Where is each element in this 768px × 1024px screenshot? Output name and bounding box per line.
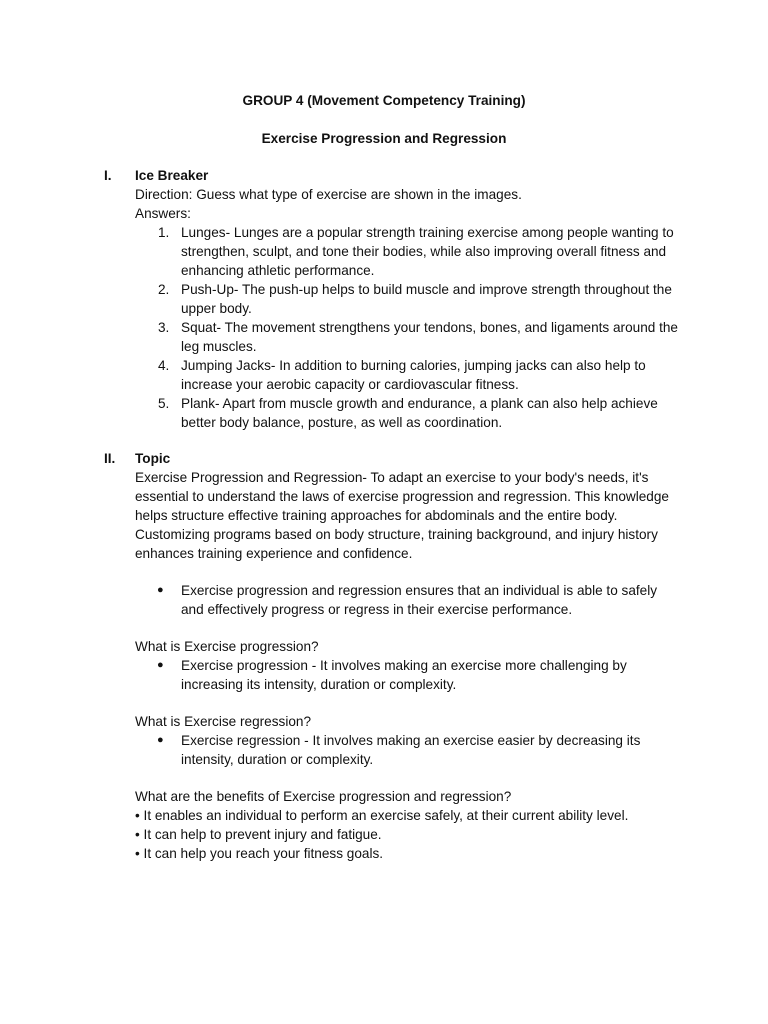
benefit-item: • It enables an individual to perform an exercise safely, at their current ability level. <box>135 808 629 823</box>
bullet-icon: ● <box>157 734 164 746</box>
bullet-item <box>135 731 684 769</box>
section-heading-text: Ice Breaker <box>135 168 209 183</box>
topic-intro: Exercise Progression and Regression- To adapt an exercise to your body's needs, it's essential to understand the laws of exercise progression and regression. This knowledge helps structure effective training approaches for abdominals and the entire body. Customizing programs based on body structure, training background, and injury history enhances training experience and confidence. <box>135 470 669 561</box>
list-text: Push-Up- The push-up helps to build muscle and improve strength throughout the upper body. <box>181 282 672 316</box>
list-number: 3. <box>158 320 170 335</box>
benefit-item: • It can help you reach your fitness goals. <box>135 846 384 861</box>
list-item <box>135 318 684 356</box>
direction-text: Direction: Guess what type of exercise are shown in the images. <box>135 187 522 202</box>
list-number: 2. <box>158 282 170 297</box>
list-text: Squat- The movement strengthens your tendons, bones, and ligaments around the leg muscles. <box>181 320 678 354</box>
list-item <box>135 280 684 318</box>
bullet-item <box>135 656 684 694</box>
section-body <box>135 185 684 432</box>
bullet-text: Exercise progression - It involves making an exercise more challenging by increasing its intensity, duration or complexity. <box>181 658 627 692</box>
list-item <box>135 356 684 394</box>
question-regression: What is Exercise regression? <box>135 714 312 729</box>
document-title: GROUP 4 (Movement Competency Training) <box>242 93 526 108</box>
section-ice-breaker <box>104 166 684 432</box>
section-topic <box>104 449 684 863</box>
section-heading <box>104 449 684 468</box>
list-text: Lunges- Lunges are a popular strength training exercise among people wanting to strengthen, sculpt, and tone their bodies, while also improving overall fitness and enhancing athletic performance. <box>181 225 674 278</box>
section-numeral: I. <box>104 168 112 183</box>
benefit-item: • It can help to prevent injury and fatigue. <box>135 827 382 842</box>
list-text: Plank- Apart from muscle growth and endurance, a plank can also help achieve better body balance, posture, as well as coordination. <box>181 396 658 430</box>
list-text: Jumping Jacks- In addition to burning calories, jumping jacks can also help to increase your aerobic capacity or cardiovascular fitness. <box>181 358 646 392</box>
list-item <box>135 394 684 432</box>
bullet-icon: ● <box>157 584 164 596</box>
bullet-icon: ● <box>157 659 164 671</box>
question-progression: What is Exercise progression? <box>135 639 319 654</box>
list-number: 5. <box>158 396 170 411</box>
section-heading <box>104 166 684 185</box>
bullet-item <box>135 581 684 619</box>
answers-list <box>135 223 684 432</box>
list-number: 1. <box>158 225 170 240</box>
bullet-text: Exercise progression and regression ensures that an individual is able to safely and effectively progress or regress in their exercise performance. <box>181 583 658 617</box>
answers-label: Answers: <box>135 206 191 221</box>
list-number: 4. <box>158 358 170 373</box>
question-benefits: What are the benefits of Exercise progression and regression? <box>135 789 512 804</box>
bullet-text: Exercise regression - It involves making an exercise easier by decreasing its intensity, duration or complexity. <box>181 733 641 767</box>
section-numeral: II. <box>104 451 116 466</box>
list-item <box>135 223 684 280</box>
document-subtitle: Exercise Progression and Regression <box>261 131 507 146</box>
section-heading-text: Topic <box>135 451 171 466</box>
section-body <box>135 468 684 863</box>
